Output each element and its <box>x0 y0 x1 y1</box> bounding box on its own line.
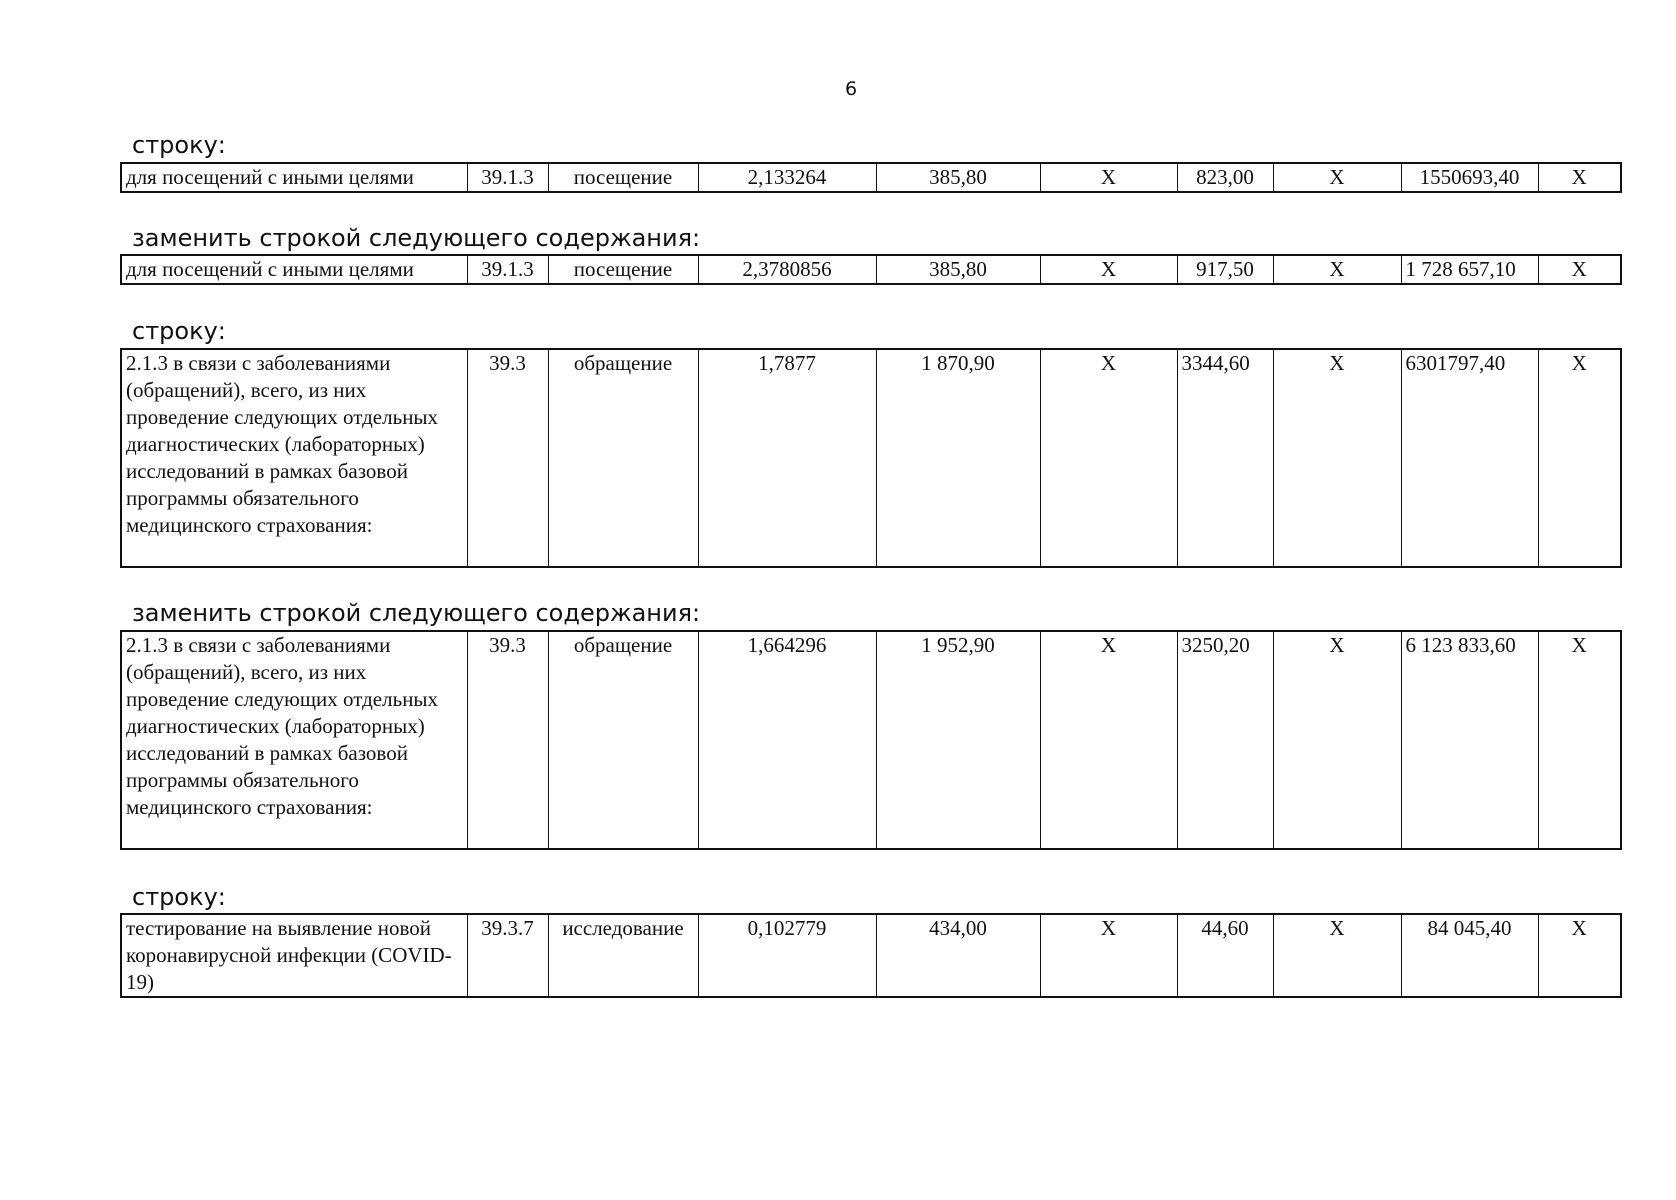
cell-col10: Х <box>1538 255 1621 284</box>
cell-unit: посещение <box>548 163 698 192</box>
cell-col5: 1 870,90 <box>876 349 1040 567</box>
cell-col5: 385,80 <box>876 255 1040 284</box>
cell-col4: 1,7877 <box>698 349 876 567</box>
cell-code: 39.3.7 <box>467 914 548 997</box>
cell-col5: 434,00 <box>876 914 1040 997</box>
cell-name: 2.1.3 в связи с заболеваниями (обращений), всего, из них проведение следующих отдельных диагностических (лабораторных) исследований в рамках базовой программы обязательного медицинского страхования: <box>121 349 467 567</box>
table-old-row-diseases <box>120 348 1622 568</box>
cell-col7: 44,60 <box>1177 914 1273 997</box>
table-row <box>121 163 1621 192</box>
cell-col9: 1 728 657,10 <box>1401 255 1538 284</box>
cell-col6: Х <box>1040 914 1177 997</box>
cell-col8: Х <box>1273 914 1401 997</box>
cell-col7: 3344,60 <box>1177 349 1273 567</box>
cell-name: тестирование на выявление новой коронавирусной инфекции (COVID-19) <box>121 914 467 997</box>
table-new-row-other-visits <box>120 254 1622 285</box>
cell-code: 39.3 <box>467 631 548 849</box>
cell-col7: 823,00 <box>1177 163 1273 192</box>
cell-col6: Х <box>1040 163 1177 192</box>
section-label: заменить строкой следующего содержания: <box>132 224 701 252</box>
cell-col8: Х <box>1273 349 1401 567</box>
cell-unit: посещение <box>548 255 698 284</box>
cell-col9: 6 123 833,60 <box>1401 631 1538 849</box>
cell-col4: 0,102779 <box>698 914 876 997</box>
cell-unit: обращение <box>548 349 698 567</box>
cell-col9: 1550693,40 <box>1401 163 1538 192</box>
cell-name: для посещений с иными целями <box>121 163 467 192</box>
cell-col7: 3250,20 <box>1177 631 1273 849</box>
cell-col4: 2,3780856 <box>698 255 876 284</box>
cell-col10: Х <box>1538 349 1621 567</box>
cell-col6: Х <box>1040 255 1177 284</box>
table-row <box>121 349 1621 567</box>
section-label: строку: <box>132 883 226 911</box>
cell-code: 39.1.3 <box>467 255 548 284</box>
cell-name: для посещений с иными целями <box>121 255 467 284</box>
cell-col9: 6301797,40 <box>1401 349 1538 567</box>
section-label: заменить строкой следующего содержания: <box>132 599 701 627</box>
cell-col4: 1,664296 <box>698 631 876 849</box>
cell-unit: исследование <box>548 914 698 997</box>
cell-name: 2.1.3 в связи с заболеваниями (обращений), всего, из них проведение следующих отдельных диагностических (лабораторных) исследований в рамках базовой программы обязательного медицинского страхования: <box>121 631 467 849</box>
cell-code: 39.1.3 <box>467 163 548 192</box>
cell-col5: 385,80 <box>876 163 1040 192</box>
table-old-row-other-visits <box>120 162 1622 193</box>
table-row <box>121 631 1621 849</box>
cell-code: 39.3 <box>467 349 548 567</box>
cell-col10: Х <box>1538 163 1621 192</box>
table-row <box>121 255 1621 284</box>
cell-col9: 84 045,40 <box>1401 914 1538 997</box>
cell-col4: 2,133264 <box>698 163 876 192</box>
table-old-row-covid-test <box>120 913 1622 998</box>
cell-col10: Х <box>1538 631 1621 849</box>
cell-col7: 917,50 <box>1177 255 1273 284</box>
cell-unit: обращение <box>548 631 698 849</box>
cell-col8: Х <box>1273 631 1401 849</box>
cell-col8: Х <box>1273 255 1401 284</box>
table-row <box>121 914 1621 997</box>
section-label: строку: <box>132 317 226 345</box>
cell-col10: Х <box>1538 914 1621 997</box>
table-new-row-diseases <box>120 630 1622 850</box>
cell-col5: 1 952,90 <box>876 631 1040 849</box>
cell-col6: Х <box>1040 349 1177 567</box>
cell-col6: Х <box>1040 631 1177 849</box>
cell-col8: Х <box>1273 163 1401 192</box>
section-label: строку: <box>132 131 226 159</box>
page-number: 6 <box>844 78 858 100</box>
